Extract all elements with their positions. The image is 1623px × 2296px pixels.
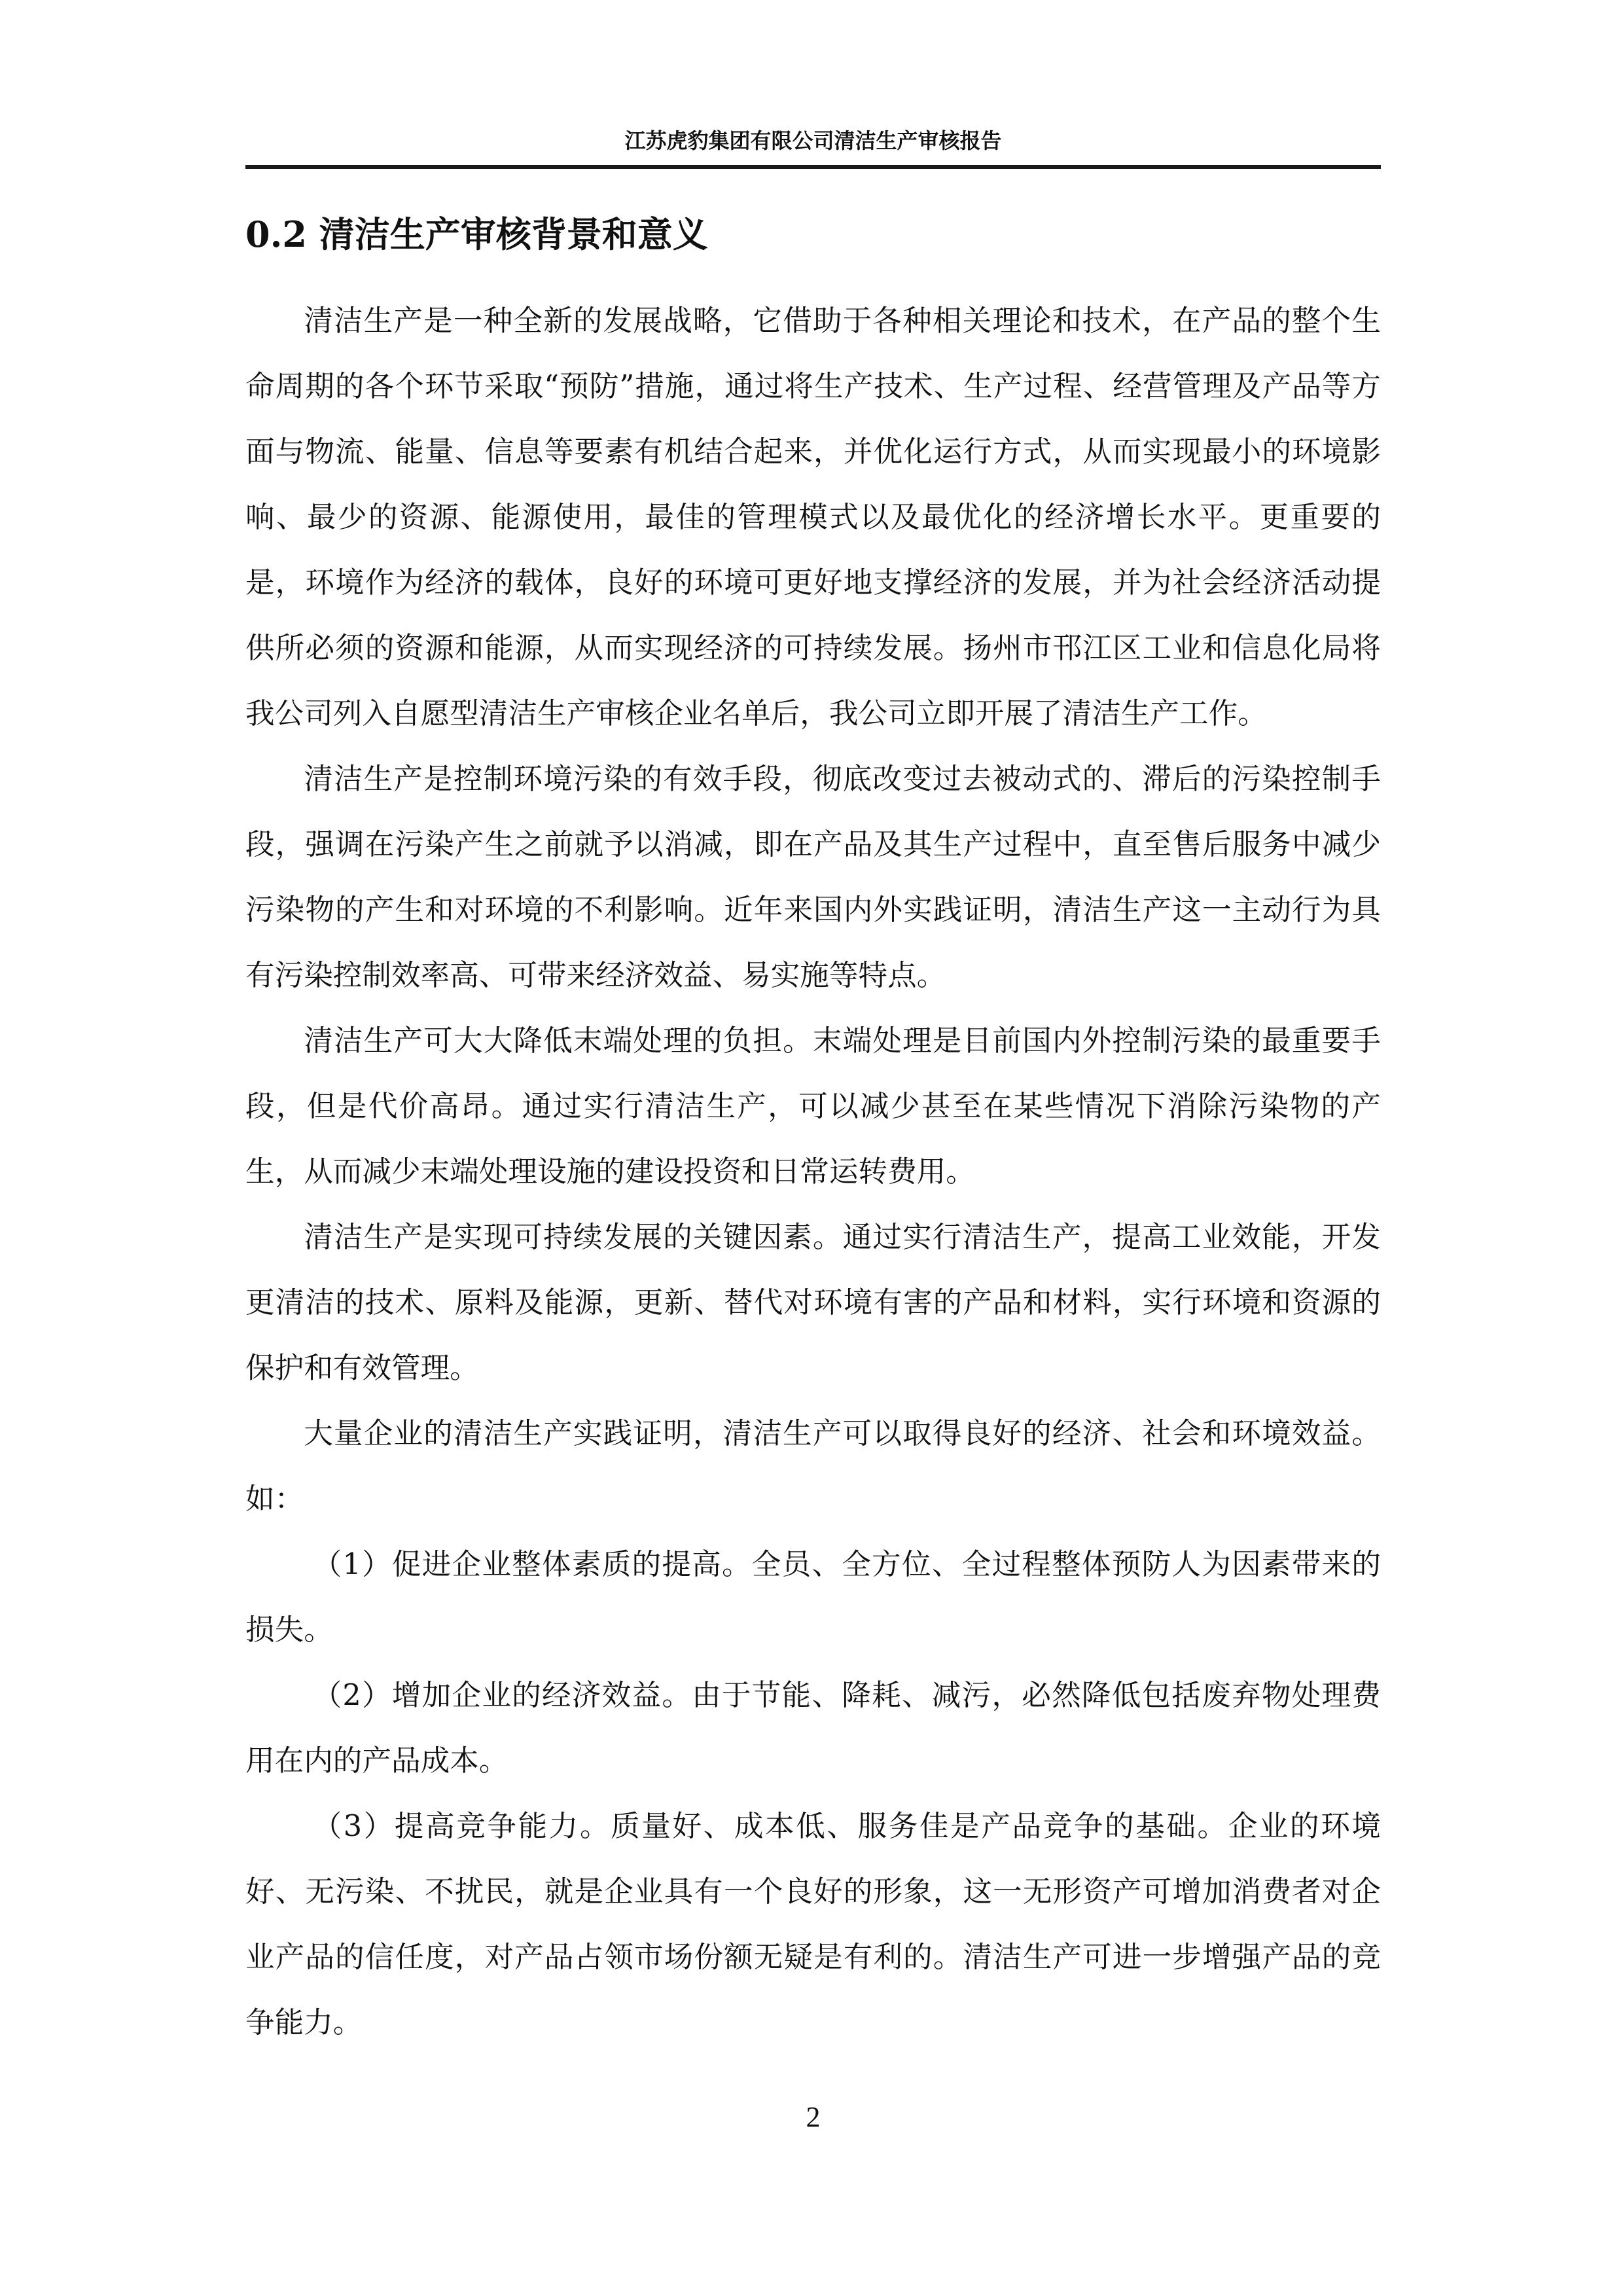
list-item: （2）增加企业的经济效益。由于节能、降耗、减污，必然降低包括废弃物处理费用在内的产品成本。 <box>245 1678 1381 1778</box>
paragraph: 大量企业的清洁生产实践证明，清洁生产可以取得良好的经济、社会和环境效益。如： <box>245 1416 1381 1516</box>
document-header: 江苏虎豹集团有限公司清洁生产审核报告 <box>624 128 1002 153</box>
list-item: （3）提高竞争能力。质量好、成本低、服务佳是产品竞争的基础。企业的环境好、无污染、不扰民，就是企业具有一个良好的形象，这一无形资产可增加消费者对企业产品的信任度，对产品占领市场份额无疑是有利的。清洁生产可进一步增强产品的竞争能力。 <box>245 1809 1381 2039</box>
section-heading: 0.2 清洁生产审核背景和意义 <box>245 213 708 255</box>
paragraph: 清洁生产可大大降低末端处理的负担。末端处理是目前国内外控制污染的最重要手段，但是代价高昂。通过实行清洁生产，可以减少甚至在某些情况下消除污染物的产生，从而减少末端处理设施的建设投资和日常运转费用。 <box>245 1024 1381 1189</box>
header-divider <box>245 165 1381 169</box>
paragraph: 清洁生产是控制环境污染的有效手段，彻底改变过去被动式的、滞后的污染控制手段，强调在污染产生之前就予以消减，即在产品及其生产过程中，直至售后服务中减少污染物的产生和对环境的不利影响。近年来国内外实践证明，清洁生产这一主动行为具有污染控制效率高、可带来经济效益、易实施等特点。 <box>245 762 1381 992</box>
paragraph: 清洁生产是实现可持续发展的关键因素。通过实行清洁生产，提高工业效能，开发更清洁的技术、原料及能源，更新、替代对环境有害的产品和材料，实行环境和资源的保护和有效管理。 <box>245 1220 1381 1385</box>
page-number: 2 <box>806 2101 821 2133</box>
list-item: （1）促进企业整体素质的提高。全员、全方位、全过程整体预防人为因素带来的损失。 <box>245 1547 1381 1647</box>
section-body <box>245 288 1381 2055</box>
paragraph: 清洁生产是一种全新的发展战略，它借助于各种相关理论和技术，在产品的整个生命周期的各个环节采取“预防”措施，通过将生产技术、生产过程、经营管理及产品等方面与物流、能量、信息等要素有机结合起来，并优化运行方式，从而实现最小的环境影响、最少的资源、能源使用，最佳的管理模式以及最优化的经济增长水平。更重要的是，环境作为经济的载体，良好的环境可更好地支撑经济的发展，并为社会经济活动提供所必须的资源和能源，从而实现经济的可持续发展。扬州市邗江区工业和信息化局将我公司列入自愿型清洁生产审核企业名单后，我公司立即开展了清洁生产工作。 <box>245 304 1381 730</box>
